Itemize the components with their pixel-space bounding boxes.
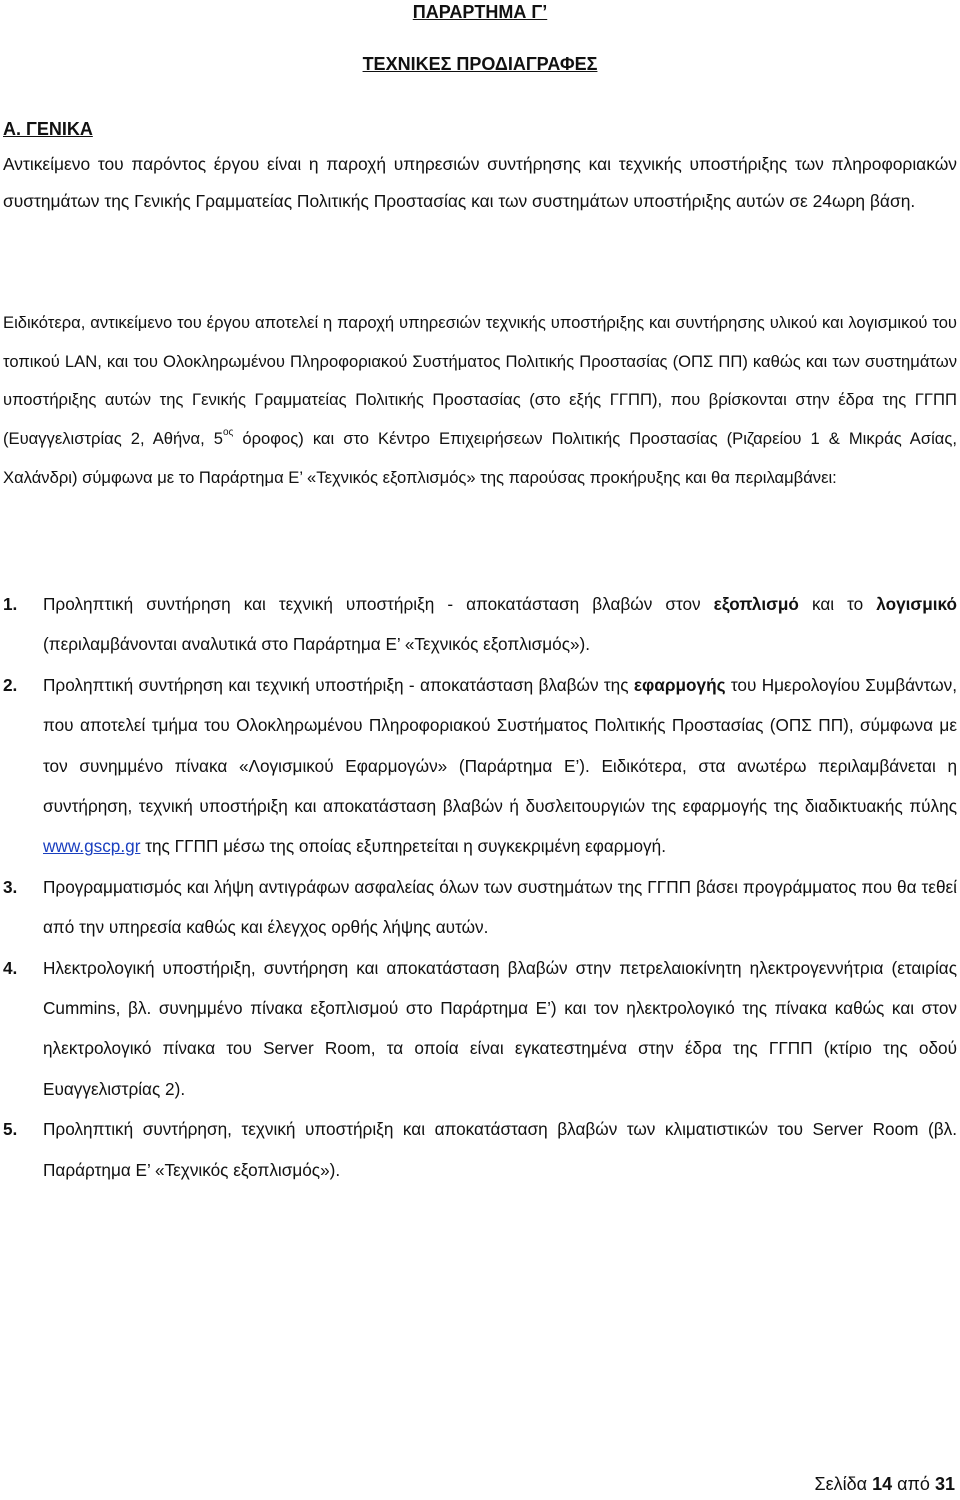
floor-ordinal-superscript: ος xyxy=(222,427,234,439)
list-item-text: του Ημερολογίου Συμβάντων, που αποτελεί τμήμα του Ολοκληρωμένου Πληροφοριακού Συστήματος Πολιτικής Προστασίας (ΟΠΣ ΠΠ), σύμφωνα με τον συνημμένο πίνακα «Λογισμικού Εφαρμογών» (Παράρτημα Ε’). Ειδικότερα, στα ανωτέρω περιλαμβάνεται η συντήρηση, τεχνική υποστήριξη και αποκατάσταση βλαβών ή δυσλειτουργιών της εφαρμογής της διαδικτυακής πύλης xyxy=(43,674,957,817)
list-item-text: της ΓΓΠΠ μέσω της οποίας εξυπηρετείται η συγκεκριμένη εφαρμογή. xyxy=(140,836,666,857)
list-item-bold-term: εφαρμογής xyxy=(633,674,726,695)
list-item xyxy=(0,665,957,867)
list-item-text: (περιλαμβάνονται αναλυτικά στο Παράρτημα Ε’ «Τεχνικός εξοπλισμός»). xyxy=(43,634,591,655)
details-text-part-1: Ειδικότερα, αντικείμενο του έργου αποτελεί η παροχή υπηρεσιών τεχνικής υποστήριξης και συντήρησης υλικού και λογισμικού του τοπικού LAN, και του Ολοκληρωμένου Πληροφοριακού Συστήματος Πολιτικής Προστασίας (ΟΠΣ ΠΠ) καθώς και των συστημάτων υποστήριξης αυτών της Γενικής Γραμματείας Πολιτικής Προστασίας (στο εξής ΓΓΠΠ), που βρίσκονται στην έδρα της ΓΓΠΠ (Ευαγγελιστρίας 2, Αθήνα, 5 xyxy=(3,313,957,449)
details-text-part-2: όροφος) και στο Κέντρο Επιχειρήσεων Πολιτικής Προστασίας (Ριζαρείου 1 & Μικράς Ασίας, Χαλάνδρι) σύμφωνα με το Παράρτημα Ε’ «Τεχνικός εξοπλισμός» της παρούσας προκήρυξης και θα περιλαμβάνει: xyxy=(3,429,957,487)
appendix-title: ΠΑΡΑΡΤΗΜΑ Γ’ xyxy=(412,2,548,22)
gscp-website-link[interactable]: www.gscp.gr xyxy=(43,836,141,857)
list-item-text: Προληπτική συντήρηση και τεχνική υποστήριξη - αποκατάσταση βλαβών στον xyxy=(43,594,714,614)
list-item-text: Προγραμματισμός και λήψη αντιγράφων ασφαλείας όλων των συστημάτων της ΓΓΠΠ βάσει προγράμματος που θα τεθεί από την υπηρεσία καθώς και έλεγχος ορθής λήψης αυτών. xyxy=(43,876,957,938)
list-item-text: Προληπτική συντήρηση, τεχνική υποστήριξη και αποκατάσταση βλαβών των κλιματιστικών του Server Room (βλ. Παράρτημα Ε’ «Τεχνικός εξοπλισμός»). xyxy=(43,1119,957,1180)
details-paragraph xyxy=(3,304,957,498)
list-item xyxy=(0,948,957,1110)
list-item-text: και το xyxy=(798,594,877,614)
footer-page-word: Σελίδα xyxy=(814,1474,868,1494)
list-item xyxy=(0,584,957,665)
footer-of-word: από xyxy=(897,1474,930,1494)
page-footer xyxy=(814,1474,955,1495)
intro-paragraph: Αντικείμενο του παρόντος έργου είναι η παροχή υπηρεσιών συντήρησης και τεχνικής υποστήριξης των πληροφοριακών συστημάτων της Γενικής Γραμματείας Πολιτικής Προστασίας και των συστημάτων υποστήριξης αυτών σε 24ωρη βάση. xyxy=(3,154,957,211)
list-item-text: Ηλεκτρολογική υποστήριξη, συντήρηση και αποκατάσταση βλαβών στην πετρελαιοκίνητη ηλεκτρογεννήτρια (εταιρίας Cummins, βλ. συνημμένο πίνακα εξοπλισμού στο Παράρτημα Ε’) και τον ηλεκτρολογικό της πίνακα καθώς και στον ηλεκτρολογικό πίνακα του Server Room, τα οποία είναι εγκατεστημένα στην έδρα της ΓΓΠΠ (κτίριο της οδού Ευαγγελιστρίας 2). xyxy=(43,957,957,1099)
list-item-number: 1. xyxy=(3,594,18,614)
list-item-number: 3. xyxy=(3,876,18,897)
list-item xyxy=(0,1109,957,1190)
list-item-number: 4. xyxy=(3,957,18,978)
list-item-bold-term: λογισμικό xyxy=(876,594,957,614)
service-list xyxy=(0,584,957,1190)
list-item-text: Προληπτική συντήρηση και τεχνική υποστήριξη - αποκατάσταση βλαβών της xyxy=(43,674,634,695)
list-item-bold-term: εξοπλισμό xyxy=(713,594,799,614)
list-item-number: 5. xyxy=(3,1119,18,1140)
footer-current-page: 14 xyxy=(872,1474,893,1494)
footer-total-pages: 31 xyxy=(934,1474,955,1494)
list-item-number: 2. xyxy=(3,674,18,695)
section-heading-general: Α. ΓΕΝΙΚΑ xyxy=(3,119,93,139)
list-item xyxy=(0,867,957,948)
specifications-title: ΤΕΧΝΙΚΕΣ ΠΡΟΔΙΑΓΡΑΦΕΣ xyxy=(362,54,598,74)
